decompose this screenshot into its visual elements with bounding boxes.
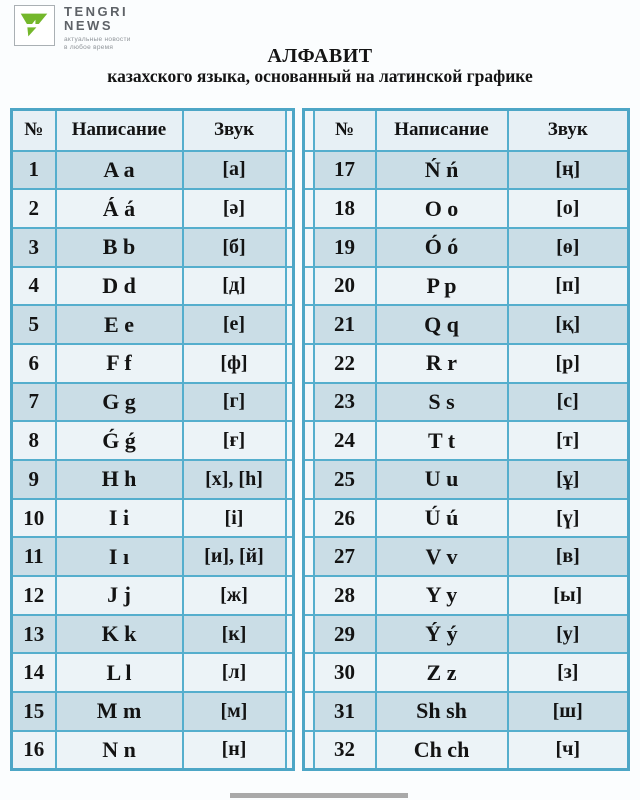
table-row: [12, 731, 294, 770]
tengrinews-logo-icon: [14, 5, 55, 46]
bottom-divider-bar: [230, 793, 408, 798]
header-writing: Написание: [376, 110, 508, 151]
row-number-cell: 3: [12, 228, 56, 267]
header-sound: Звук: [508, 110, 629, 151]
sound-cell: [л]: [183, 653, 286, 692]
brand-name-line2: NEWS: [64, 18, 113, 33]
table-row: [304, 151, 629, 190]
row-number-cell: 15: [12, 692, 56, 731]
table-row: [12, 344, 294, 383]
row-number-cell: 22: [314, 344, 376, 383]
table-row: [12, 151, 294, 190]
writing-cell: K k: [56, 615, 183, 654]
table-row: [12, 267, 294, 306]
writing-cell: R r: [376, 344, 508, 383]
writing-cell: Ch ch: [376, 731, 508, 770]
sound-cell: [а]: [183, 151, 286, 190]
sound-cell: [п]: [508, 267, 629, 306]
writing-cell: M m: [56, 692, 183, 731]
row-number-cell: 18: [314, 189, 376, 228]
table-row: [12, 615, 294, 654]
sound-cell: [ф]: [183, 344, 286, 383]
table-row: [304, 189, 629, 228]
row-number-cell: 10: [12, 499, 56, 538]
writing-cell: Ý ý: [376, 615, 508, 654]
spacer-cell: [286, 615, 294, 654]
row-number-cell: 5: [12, 305, 56, 344]
sound-cell: [ы]: [508, 576, 629, 615]
sound-cell: [о]: [508, 189, 629, 228]
sound-cell: [ж]: [183, 576, 286, 615]
spacer-cell: [304, 576, 314, 615]
row-number-cell: 20: [314, 267, 376, 306]
table-row: [304, 228, 629, 267]
spacer-cell: [304, 537, 314, 576]
row-number-cell: 32: [314, 731, 376, 770]
spacer-cell: [304, 228, 314, 267]
writing-cell: A a: [56, 151, 183, 190]
row-number-cell: 29: [314, 615, 376, 654]
writing-cell: N n: [56, 731, 183, 770]
logo-glyph: [15, 6, 53, 44]
alphabet-table-left: [10, 108, 295, 771]
sound-cell: [ү]: [508, 499, 629, 538]
spacer-cell: [286, 653, 294, 692]
table-row: [12, 692, 294, 731]
table-row: [304, 653, 629, 692]
sound-cell: [ұ]: [508, 460, 629, 499]
table-row: [304, 460, 629, 499]
table-row: [12, 499, 294, 538]
writing-cell: Ń ń: [376, 151, 508, 190]
spacer-cell: [286, 499, 294, 538]
row-number-cell: 19: [314, 228, 376, 267]
writing-cell: Sh sh: [376, 692, 508, 731]
row-number-cell: 2: [12, 189, 56, 228]
spacer-cell: [286, 228, 294, 267]
table-row: [12, 228, 294, 267]
writing-cell: E e: [56, 305, 183, 344]
writing-cell: S s: [376, 383, 508, 422]
spacer-cell: [286, 460, 294, 499]
table-row: [304, 615, 629, 654]
table-row: [12, 460, 294, 499]
writing-cell: G g: [56, 383, 183, 422]
spacer-cell: [304, 460, 314, 499]
brand-name-line1: TENGRI: [64, 4, 129, 19]
sound-cell: [в]: [508, 537, 629, 576]
spacer-cell: [286, 576, 294, 615]
sound-cell: [б]: [183, 228, 286, 267]
page-subtitle: казахского языка, основанный на латинской графике: [107, 66, 533, 86]
row-number-cell: 24: [314, 421, 376, 460]
writing-cell: D d: [56, 267, 183, 306]
table-row: [12, 576, 294, 615]
header-sound: Звук: [183, 110, 286, 151]
spacer-cell: [286, 305, 294, 344]
writing-cell: Á á: [56, 189, 183, 228]
sound-cell: [ң]: [508, 151, 629, 190]
writing-cell: I ı: [56, 537, 183, 576]
spacer-cell: [304, 383, 314, 422]
table-row: [304, 499, 629, 538]
table-header-row: [304, 110, 629, 151]
writing-cell: L l: [56, 653, 183, 692]
table-row: [304, 692, 629, 731]
sound-cell: [ə]: [183, 189, 286, 228]
table-row: [304, 344, 629, 383]
sound-cell: [ш]: [508, 692, 629, 731]
sound-cell: [т]: [508, 421, 629, 460]
writing-cell: P p: [376, 267, 508, 306]
sound-cell: [i]: [183, 499, 286, 538]
writing-cell: Ǵ ǵ: [56, 421, 183, 460]
writing-cell: Ó ó: [376, 228, 508, 267]
row-number-cell: 26: [314, 499, 376, 538]
writing-cell: Y y: [376, 576, 508, 615]
writing-cell: B b: [56, 228, 183, 267]
spacer-cell: [304, 344, 314, 383]
writing-cell: V v: [376, 537, 508, 576]
header-number: №: [314, 110, 376, 151]
sound-cell: [ғ]: [183, 421, 286, 460]
sound-cell: [у]: [508, 615, 629, 654]
sound-cell: [с]: [508, 383, 629, 422]
table-row: [12, 383, 294, 422]
spacer-cell: [304, 267, 314, 306]
sound-cell: [ч]: [508, 731, 629, 770]
table-row: [304, 267, 629, 306]
sound-cell: [е]: [183, 305, 286, 344]
row-number-cell: 8: [12, 421, 56, 460]
table-row: [304, 537, 629, 576]
spacer-cell: [286, 344, 294, 383]
row-number-cell: 28: [314, 576, 376, 615]
sound-cell: [ө]: [508, 228, 629, 267]
spacer-cell: [304, 731, 314, 770]
spacer-cell: [286, 189, 294, 228]
header-writing: Написание: [56, 110, 183, 151]
table-row: [12, 653, 294, 692]
spacer-cell: [286, 421, 294, 460]
spacer-cell: [304, 421, 314, 460]
row-number-cell: 4: [12, 267, 56, 306]
table-row: [304, 383, 629, 422]
row-number-cell: 12: [12, 576, 56, 615]
table-row: [304, 305, 629, 344]
sound-cell: [г]: [183, 383, 286, 422]
spacer-cell: [304, 653, 314, 692]
row-number-cell: 27: [314, 537, 376, 576]
spacer-cell: [286, 383, 294, 422]
writing-cell: O o: [376, 189, 508, 228]
writing-cell: U u: [376, 460, 508, 499]
writing-cell: H h: [56, 460, 183, 499]
row-number-cell: 31: [314, 692, 376, 731]
spacer-cell: [286, 692, 294, 731]
alphabet-table-right: [302, 108, 630, 771]
header-spacer-cell: [286, 110, 294, 151]
spacer-cell: [304, 151, 314, 190]
writing-cell: Ú ú: [376, 499, 508, 538]
spacer-cell: [286, 537, 294, 576]
row-number-cell: 23: [314, 383, 376, 422]
row-number-cell: 30: [314, 653, 376, 692]
sound-cell: [р]: [508, 344, 629, 383]
page-title: АЛФАВИТ: [267, 45, 373, 67]
table-row: [12, 305, 294, 344]
writing-cell: I i: [56, 499, 183, 538]
table-header-row: [12, 110, 294, 151]
writing-cell: Z z: [376, 653, 508, 692]
writing-cell: Q q: [376, 305, 508, 344]
row-number-cell: 7: [12, 383, 56, 422]
row-number-cell: 14: [12, 653, 56, 692]
row-number-cell: 21: [314, 305, 376, 344]
row-number-cell: 9: [12, 460, 56, 499]
spacer-cell: [304, 499, 314, 538]
table-row: [304, 421, 629, 460]
spacer-cell: [304, 692, 314, 731]
spacer-cell: [304, 189, 314, 228]
spacer-cell: [286, 151, 294, 190]
row-number-cell: 25: [314, 460, 376, 499]
sound-cell: [д]: [183, 267, 286, 306]
spacer-cell: [286, 731, 294, 770]
table-row: [304, 731, 629, 770]
table-row: [12, 421, 294, 460]
alphabet-table-left-body: [12, 110, 294, 770]
row-number-cell: 16: [12, 731, 56, 770]
row-number-cell: 6: [12, 344, 56, 383]
header-spacer-cell: [304, 110, 314, 151]
sound-cell: [и], [й]: [183, 537, 286, 576]
table-row: [12, 537, 294, 576]
row-number-cell: 13: [12, 615, 56, 654]
sound-cell: [з]: [508, 653, 629, 692]
table-row: [304, 576, 629, 615]
writing-cell: F f: [56, 344, 183, 383]
sound-cell: [к]: [183, 615, 286, 654]
writing-cell: J j: [56, 576, 183, 615]
logo-tagline-line1: актуальные новости: [64, 36, 131, 43]
sound-cell: [х], [h]: [183, 460, 286, 499]
row-number-cell: 11: [12, 537, 56, 576]
writing-cell: T t: [376, 421, 508, 460]
header-number: №: [12, 110, 56, 151]
sound-cell: [н]: [183, 731, 286, 770]
row-number-cell: 17: [314, 151, 376, 190]
table-row: [12, 189, 294, 228]
alphabet-table-right-body: [304, 110, 629, 770]
sound-cell: [қ]: [508, 305, 629, 344]
logo-tagline-line2: в любое время: [64, 43, 114, 51]
spacer-cell: [304, 305, 314, 344]
row-number-cell: 1: [12, 151, 56, 190]
spacer-cell: [286, 267, 294, 306]
sound-cell: [м]: [183, 692, 286, 731]
spacer-cell: [304, 615, 314, 654]
